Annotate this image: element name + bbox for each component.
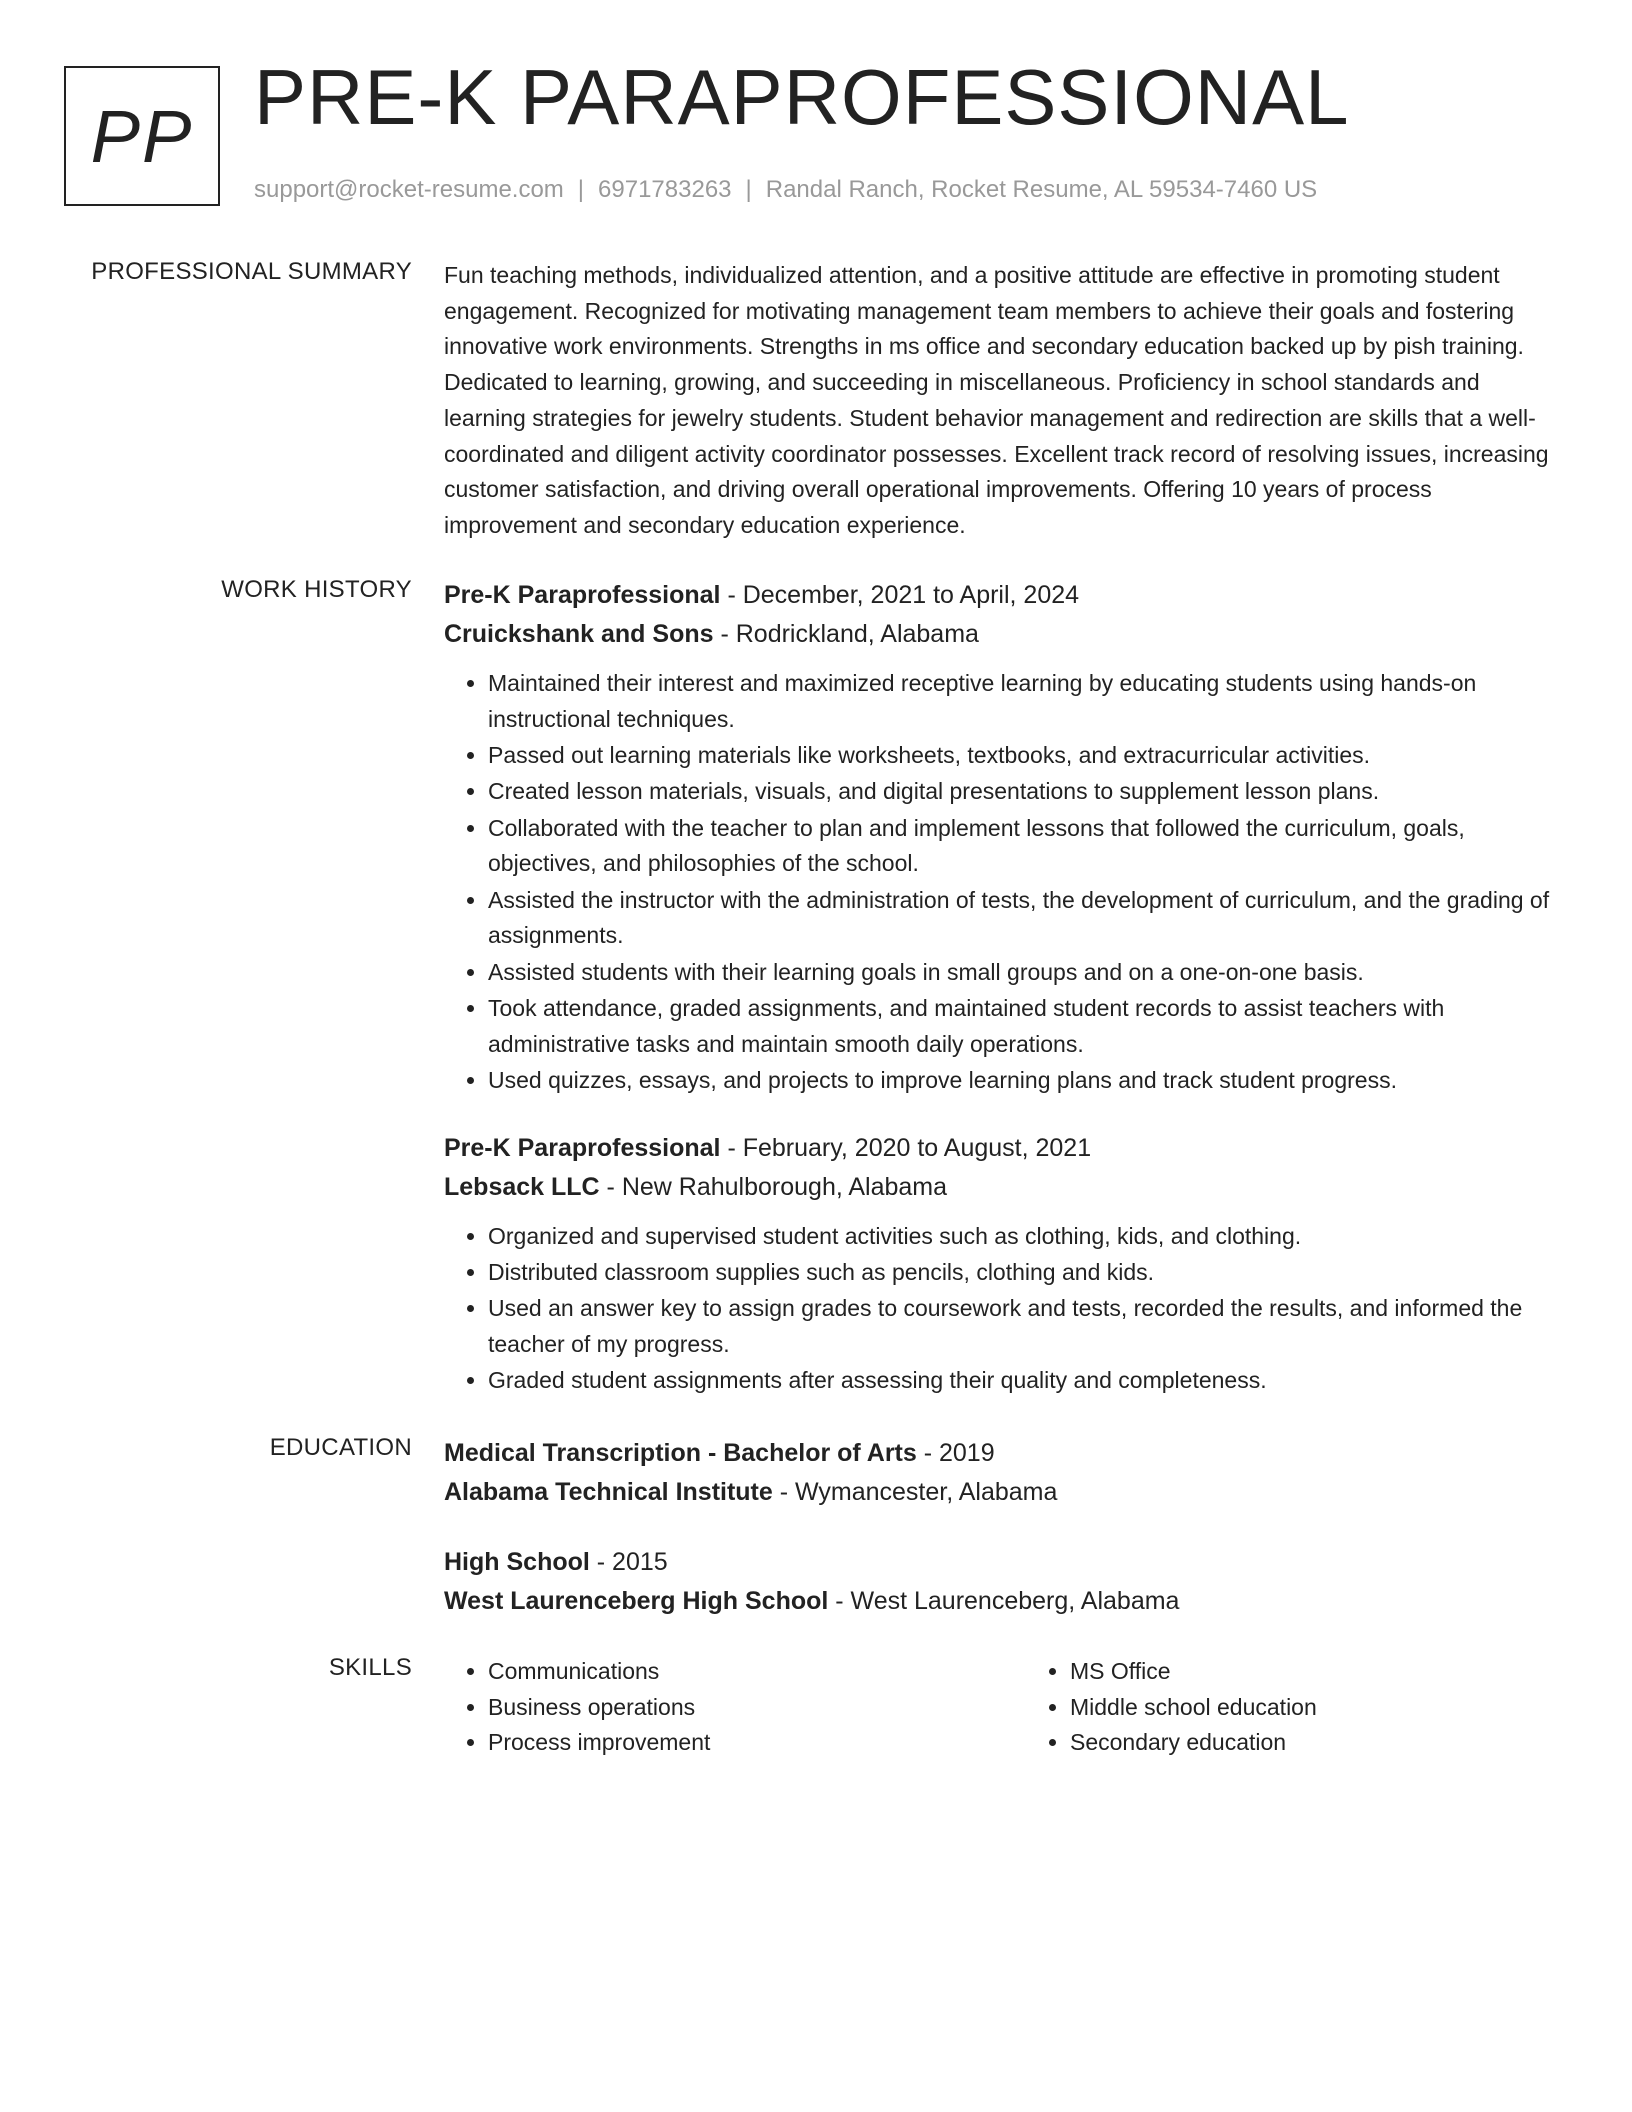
skills-column-left (444, 1654, 982, 1761)
job-company-line (444, 1168, 1564, 1207)
list-item: • Created lesson materials, visuals, and digital presentations to supplement lesson plans. (488, 774, 1564, 810)
list-item: • Maintained their interest and maximized receptive learning by educating students using hands-on instructional techniques. (488, 666, 1564, 737)
list-item: • Assisted students with their learning goals in small groups and on a one-on-one basis. (488, 955, 1564, 991)
list-item: • Collaborated with the teacher to plan and implement lessons that followed the curriculum, goals, objectives, and philosophies of the school. (488, 811, 1564, 882)
job-title-line (444, 576, 1564, 615)
summary-text: Fun teaching methods, individualized attention, and a positive attitude are effective in promoting student engagement. Recognized for motivating management team members to achieve their goals and fostering innovative work environments. Strengths in ms office and secondary education backed up by pish training. Dedicated to learning, growing, and succeeding in miscellaneous. Proficiency in school standards and learning strategies for jewelry students. Student behavior management and redirection are skills that a well-coordinated and diligent activity coordinator possesses. Excellent track record of resolving issues, increasing customer satisfaction, and driving overall operational improvements. Offering 10 years of process improvement and secondary education experience. (444, 262, 1549, 538)
job-location: - Rodrickland, Alabama (713, 620, 979, 648)
school-name: Alabama Technical Institute (444, 1478, 773, 1506)
list-item: • Graded student assignments after assessing their quality and completeness. (488, 1363, 1564, 1399)
skill-item: • Middle school education (1070, 1690, 1564, 1726)
grad-year: - 2019 (916, 1439, 995, 1467)
section-heading: WORK HISTORY (221, 576, 412, 603)
job-title: Pre-K Paraprofessional (444, 581, 721, 609)
skill-item: • Secondary education (1070, 1725, 1564, 1761)
monogram-initials: PP (90, 94, 194, 178)
job-company: Lebsack LLC (444, 1172, 600, 1201)
degree: High School (444, 1548, 590, 1576)
list-item: • Organized and supervised student activities such as clothing, kids, and clothing. (488, 1219, 1564, 1255)
candidate-title: PRE-K PARAPROFESSIONAL (254, 53, 1350, 141)
job-company-line (444, 615, 1564, 654)
school-location: - West Laurenceberg, Alabama (828, 1587, 1180, 1615)
contact-separator: | (577, 176, 585, 203)
skills-column-right (982, 1654, 1564, 1761)
job-bullets (444, 1219, 1564, 1399)
school-location: - Wymancester, Alabama (772, 1478, 1058, 1506)
contact-address: Randal Ranch, Rocket Resume, AL 59534-7460 US (765, 176, 1318, 203)
list-item: • Took attendance, graded assignments, and maintained student records to assist teachers with administrative tasks and maintain smooth daily operations. (488, 991, 1564, 1062)
job-company: Cruickshank and Sons (444, 620, 714, 648)
contact-phone[interactable]: 6971783263 (598, 176, 732, 203)
skill-item: • Process improvement (488, 1725, 982, 1761)
grad-year: - 2015 (589, 1548, 668, 1576)
degree-line (444, 1434, 1564, 1473)
contact-separator: | (745, 176, 752, 203)
list-item: • Passed out learning materials like worksheets, textbooks, and extracurricular activities. (488, 738, 1564, 774)
job-dates: - February, 2020 to August, 2021 (720, 1133, 1092, 1162)
school-line (444, 1582, 1564, 1621)
skill-item: • Communications (488, 1654, 982, 1690)
job-location: - New Rahulborough, Alabama (599, 1172, 948, 1201)
education-entry (444, 1543, 1564, 1621)
contact-email[interactable]: support@rocket-resume.com (254, 176, 564, 203)
list-item: • Assisted the instructor with the administration of tests, the development of curriculum, and the grading of assignments. (488, 883, 1564, 954)
section-heading: PROFESSIONAL SUMMARY (91, 258, 412, 285)
degree-line (444, 1543, 1564, 1582)
job-entry (444, 1129, 1564, 1399)
section-heading: SKILLS (328, 1654, 412, 1681)
section-heading: EDUCATION (269, 1434, 412, 1461)
job-bullets (444, 666, 1564, 1099)
list-item: • Used quizzes, essays, and projects to improve learning plans and track student progress. (488, 1063, 1564, 1099)
school-name: West Laurenceberg High School (444, 1587, 829, 1615)
list-item: • Used an answer key to assign grades to coursework and tests, recorded the results, and informed the teacher of my progress. (488, 1291, 1564, 1362)
skill-item: • Business operations (488, 1690, 982, 1726)
list-item: • Distributed classroom supplies such as pencils, clothing and kids. (488, 1255, 1564, 1291)
skill-item: • MS Office (1070, 1654, 1564, 1690)
job-entry (444, 576, 1564, 1099)
monogram-box (64, 66, 220, 206)
contact-line (254, 176, 1317, 204)
job-title: Pre-K Paraprofessional (444, 1133, 721, 1162)
school-line (444, 1473, 1564, 1512)
education-entry (444, 1434, 1564, 1512)
skills-columns (444, 1654, 1564, 1761)
job-dates: - December, 2021 to April, 2024 (720, 581, 1080, 609)
degree: Medical Transcription - Bachelor of Arts (444, 1439, 917, 1467)
job-title-line (444, 1129, 1564, 1168)
